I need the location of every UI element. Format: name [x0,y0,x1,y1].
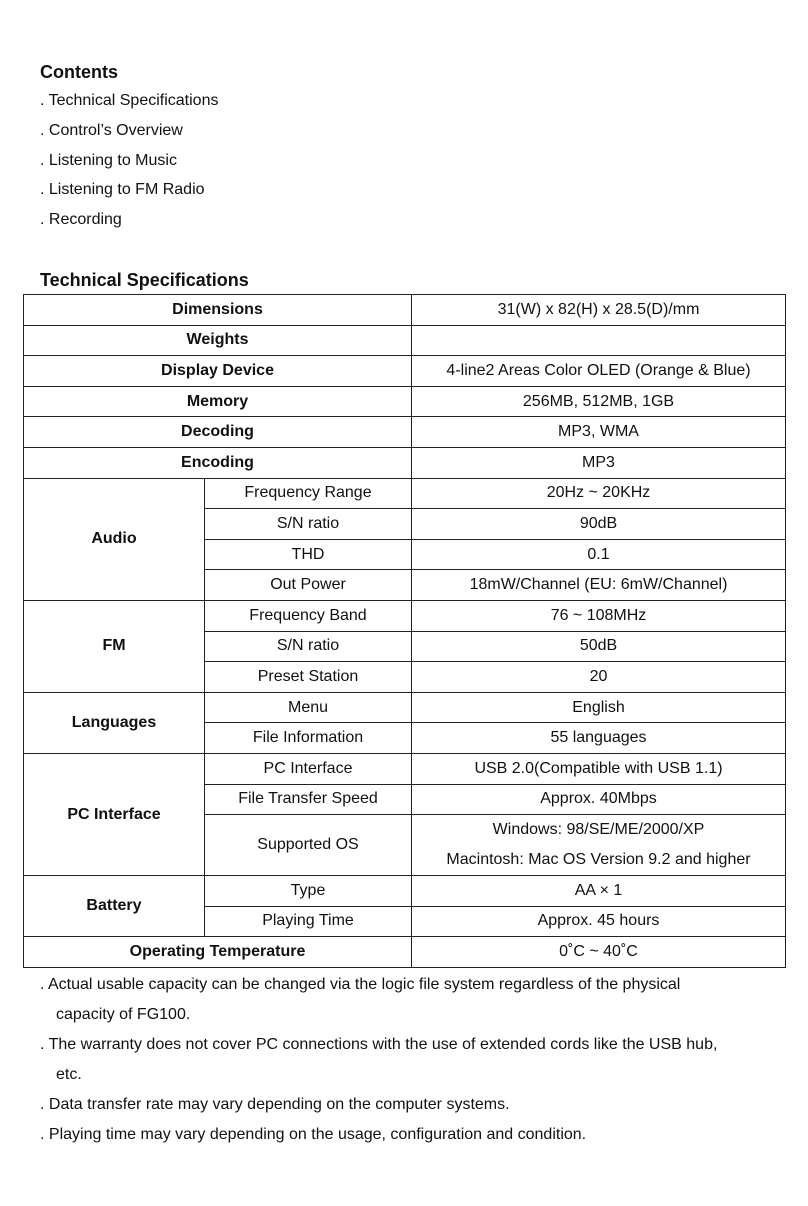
table-row [24,876,786,907]
notes-section [40,970,744,1150]
spec-group-label: Battery [24,876,205,937]
spec-label: Display Device [24,356,412,387]
spec-value: MP3, WMA [412,417,786,448]
spec-value: 256MB, 512MB, 1GB [412,386,786,417]
spec-label: Operating Temperature [24,937,412,968]
spec-value [412,325,786,356]
contents-item: . Technical Specifications [40,92,219,109]
note-item [40,970,744,1030]
spec-value: 4-line2 Areas Color OLED (Orange & Blue) [412,356,786,387]
spec-group-label: Languages [24,692,205,753]
spec-label: Weights [24,325,412,356]
table-row [24,295,786,326]
contents-item: . Recording [40,211,122,229]
contents-item: . Listening to Music [40,151,177,169]
spec-sublabel: File Information [205,723,412,754]
spec-sublabel: THD [205,539,412,570]
spec-sublabel: Preset Station [205,662,412,693]
note-continuation: etc. [56,1066,82,1083]
spec-heading: Technical Specifications [40,270,249,290]
spec-group-label: Audio [24,478,205,600]
table-row [24,692,786,723]
note-text: . The warranty does not cover PC connections with the use of extended cords like the USB hub, [40,1036,718,1053]
note-text: . Actual usable capacity can be changed via the logic file system regardless of the physical [40,976,681,993]
note-item [40,1120,744,1150]
spec-sublabel: Out Power [205,570,412,601]
spec-value: 18mW/Channel (EU: 6mW/Channel) [412,570,786,601]
os-line-windows: Windows: 98/SE/ME/2000/XP [492,821,705,839]
note-item [40,1090,744,1120]
spec-sublabel: Menu [205,692,412,723]
spec-value: 90dB [412,509,786,540]
spec-value: 50dB [412,631,786,662]
contents-list [40,90,218,239]
table-row [24,386,786,417]
spec-sublabel: S/N ratio [205,509,412,540]
spec-value: 0˚C ~ 40˚C [412,937,786,968]
spec-sublabel: PC Interface [205,753,412,784]
spec-value: 20 [412,662,786,693]
note-item [40,1030,744,1090]
spec-value: 31(W) x 82(H) x 28.5(D)/mm [412,295,786,326]
contents-heading: Contents [40,62,118,82]
spec-label: Encoding [24,447,412,478]
spec-sublabel: Playing Time [205,906,412,937]
spec-sublabel: Type [205,876,412,907]
note-text: . Playing time may vary depending on the usage, configuration and condition. [40,1126,587,1143]
table-row [24,600,786,631]
spec-group-label: PC Interface [24,753,205,875]
note-text: . Data transfer rate may vary depending on the computer systems. [40,1096,510,1113]
os-line-mac: Macintosh: Mac OS Version 9.2 and higher [446,851,751,869]
spec-sublabel: Frequency Band [205,600,412,631]
spec-sublabel: Frequency Range [205,478,412,509]
spec-sublabel: File Transfer Speed [205,784,412,815]
table-row [24,937,786,968]
spec-value: MP3 [412,447,786,478]
spec-value: AA × 1 [412,876,786,907]
spec-value: USB 2.0(Compatible with USB 1.1) [412,753,786,784]
table-row [24,753,786,784]
spec-sublabel: S/N ratio [205,631,412,662]
table-row [24,447,786,478]
spec-value: 0.1 [412,539,786,570]
table-row [24,356,786,387]
table-row [24,325,786,356]
spec-label: Decoding [24,417,412,448]
spec-value: Approx. 40Mbps [412,784,786,815]
spec-value: English [412,692,786,723]
spec-value: 55 languages [412,723,786,754]
spec-value: 76 ~ 108MHz [412,600,786,631]
table-row [24,417,786,448]
spec-value [412,815,786,876]
spec-label: Dimensions [24,295,412,326]
spec-value: 20Hz ~ 20KHz [412,478,786,509]
spec-value: Approx. 45 hours [412,906,786,937]
spec-label: Memory [24,386,412,417]
note-continuation: capacity of FG100. [56,1006,191,1023]
table-row [24,478,786,509]
spec-table [23,294,786,968]
contents-item: . Listening to FM Radio [40,181,205,199]
spec-group-label: FM [24,600,205,692]
spec-sublabel: Supported OS [205,815,412,876]
contents-item: . Control’s Overview [40,121,183,139]
